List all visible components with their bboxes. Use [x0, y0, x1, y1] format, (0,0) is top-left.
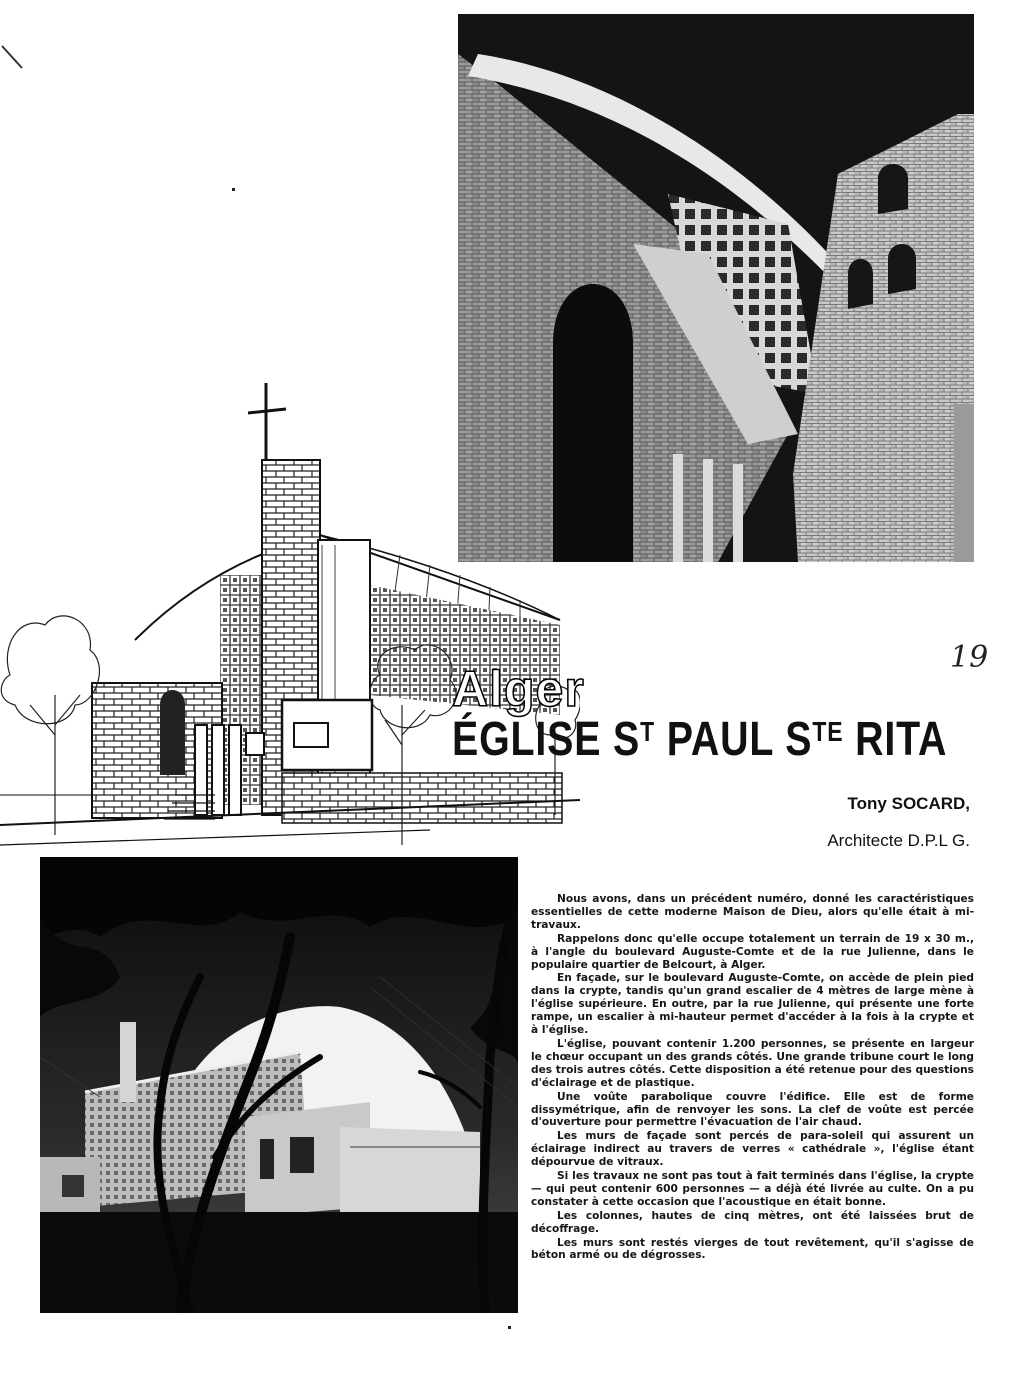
article-paragraph: Les murs de façade sont percés de para-soleil qui assurent un éclairage indirect au travers de verres « cathédrale », l'église étant dépourvue de vitraux. — [531, 1130, 974, 1169]
title-sainte-name: RITA — [855, 713, 948, 766]
sketch-drawing — [0, 375, 580, 853]
title-church-word: ÉGLISE — [452, 713, 602, 766]
scan-dot — [232, 188, 235, 191]
article-paragraph: Une voûte parabolique couvre l'édifice. Elle est de forme dissymétrique, afin de renvoyer les sons. La clef de voûte est percée d'ouverture pour permettre l'évacuation de l'air chaud. — [531, 1090, 974, 1129]
article-paragraph: Si les travaux ne sont pas tout à fait terminés dans l'église, la crypte — qui peut contenir 600 personnes — a déjà été livrée au culte. On a pu constater à cette occasion que l'acoustique en était bonne. — [531, 1170, 974, 1208]
author-name: Tony SOCARD, — [847, 794, 970, 813]
title-saint-prefix: S — [613, 713, 641, 766]
title-city: Alger — [452, 661, 585, 717]
article-paragraph: Rappelons donc qu'elle occupe totalement un terrain de 19 x 30 m., à l'angle du boulevard Auguste-Comte et de la rue Julienne, dans le populaire quartier de Belcourt, à Alger. — [531, 932, 974, 971]
scan-mark — [0, 40, 30, 80]
article-paragraph: L'église, pouvant contenir 1.200 personnes, se présente en largeur le chœur occupant un des grands côtés. Une grande tribune court le long des trois autres côtés. Cette disposition a été retenue pour des questions d'éclairage et de plastique. — [531, 1037, 974, 1089]
article-paragraph: Nous avons, dans un précédent numéro, donné les caractéristiques essentielles de cette moderne Maison de Dieu, alors qu'elle était à mi-travaux. — [531, 893, 974, 931]
title-sainte-prefix-sup: TE — [812, 716, 844, 747]
article-title — [452, 712, 947, 767]
title-saint-name: PAUL — [666, 713, 774, 766]
article-paragraph: En façade, sur le boulevard Auguste-Comte, on accède de plein pied dans la crypte, tandis qu'un grand escalier de 4 mètres de large mène à l'église supérieure. En outre, par la rue Julienne, qui présente une forte rampe, un escalier à mi-hauteur permet d'accéder à la fois à la crypte et à l'église. — [531, 972, 974, 1037]
page-number: 19 — [950, 640, 989, 675]
title-sainte-prefix: S — [785, 713, 813, 766]
author-role: Architecte D.P.L G. — [827, 831, 970, 850]
church-exterior-photo — [40, 857, 518, 1313]
church-exterior-drawing — [40, 857, 518, 1313]
article-paragraph: Les murs sont restés vierges de tout revêtement, qu'il s'agisse de béton armé ou de dégrosses. — [531, 1236, 974, 1262]
article-body — [531, 893, 974, 1263]
scan-dot — [508, 1326, 511, 1329]
article-paragraph: Les colonnes, hautes de cinq mètres, ont été laissées brut de décoffrage. — [531, 1209, 974, 1235]
church-sketch — [0, 375, 580, 853]
title-saint-prefix-sup: T — [640, 716, 655, 747]
